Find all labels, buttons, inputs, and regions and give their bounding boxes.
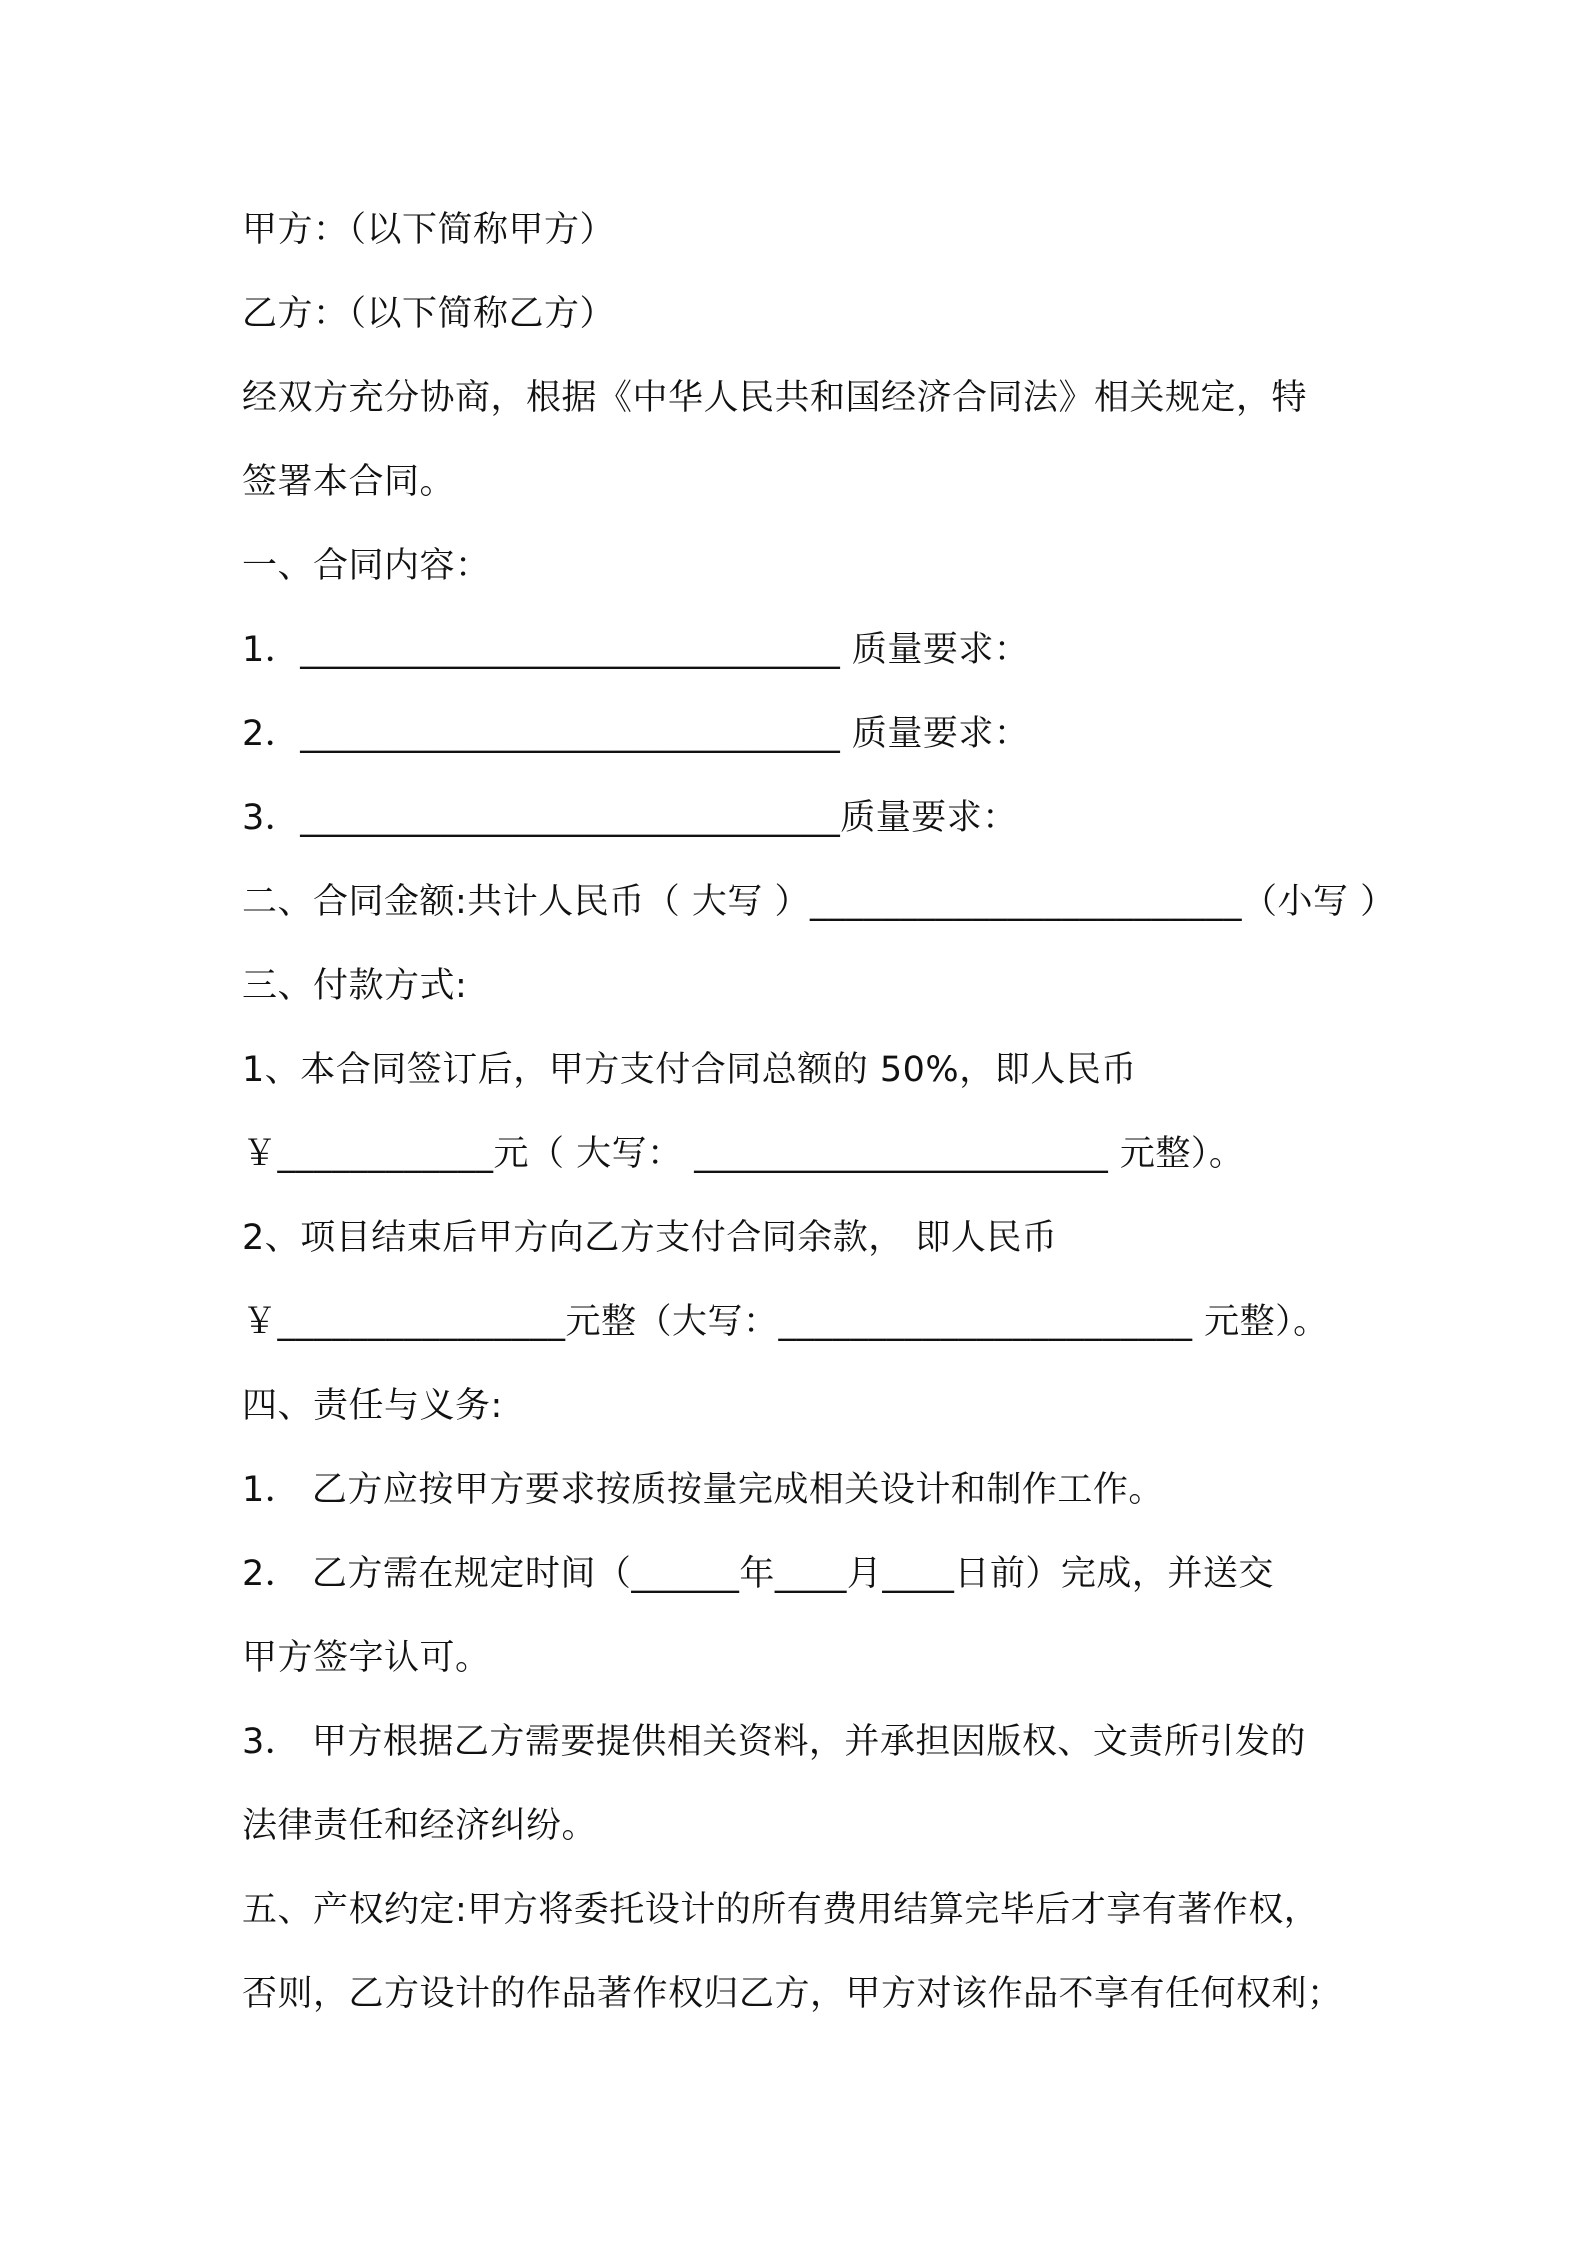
content-item-1: 1．______________________________ 质量要求： xyxy=(242,630,1030,670)
section-4-heading: 四、责任与义务: xyxy=(242,1386,503,1426)
section-5-ip: 五、产权约定:甲方将委托设计的所有费用结算完毕后才享有著作权， xyxy=(242,1890,1320,1930)
duty-item-2: 2． 乙方需在规定时间（______年____月____日前）完成，并送交 xyxy=(242,1554,1274,1594)
party-b-line: 乙方：（以下简称乙方） xyxy=(242,294,616,334)
section-1-heading: 一、合同内容： xyxy=(242,546,491,586)
payment-item-1-amount: ￥____________元（ 大写： _______________________ 元整）。 xyxy=(242,1134,1245,1174)
duty-item-2-cont: 甲方签字认可。 xyxy=(242,1638,491,1678)
section-3-heading: 三、付款方式: xyxy=(242,966,468,1006)
duty-item-3-cont: 法律责任和经济纠纷。 xyxy=(242,1806,598,1846)
duty-item-3: 3． 甲方根据乙方需要提供相关资料，并承担因版权、文责所引发的 xyxy=(242,1722,1306,1762)
payment-item-2: 2、项目结束后甲方向乙方支付合同余款， 即人民币 xyxy=(242,1218,1058,1258)
payment-item-2-amount: ￥________________元整（大写：_______________________ 元整）。 xyxy=(242,1302,1329,1342)
preamble-line-1: 经双方充分协商，根据《中华人民共和国经济合同法》相关规定，特 xyxy=(242,378,1308,418)
section-2-amount: 二、合同金额:共计人民币（ 大写 ）________________________（小写 ） xyxy=(242,882,1396,922)
payment-item-1: 1、本合同签订后，甲方支付合同总额的 50%，即人民币 xyxy=(242,1050,1137,1090)
duty-item-1: 1． 乙方应按甲方要求按质按量完成相关设计和制作工作。 xyxy=(242,1470,1164,1510)
preamble-line-2: 签署本合同。 xyxy=(242,462,456,502)
content-item-2: 2．______________________________ 质量要求： xyxy=(242,714,1030,754)
party-a-line: 甲方：（以下简称甲方） xyxy=(242,210,616,250)
content-item-3: 3．______________________________质量要求： xyxy=(242,798,1018,838)
section-5-ip-cont: 否则，乙方设计的作品著作权归乙方，甲方对该作品不享有任何权利； xyxy=(242,1974,1343,2014)
